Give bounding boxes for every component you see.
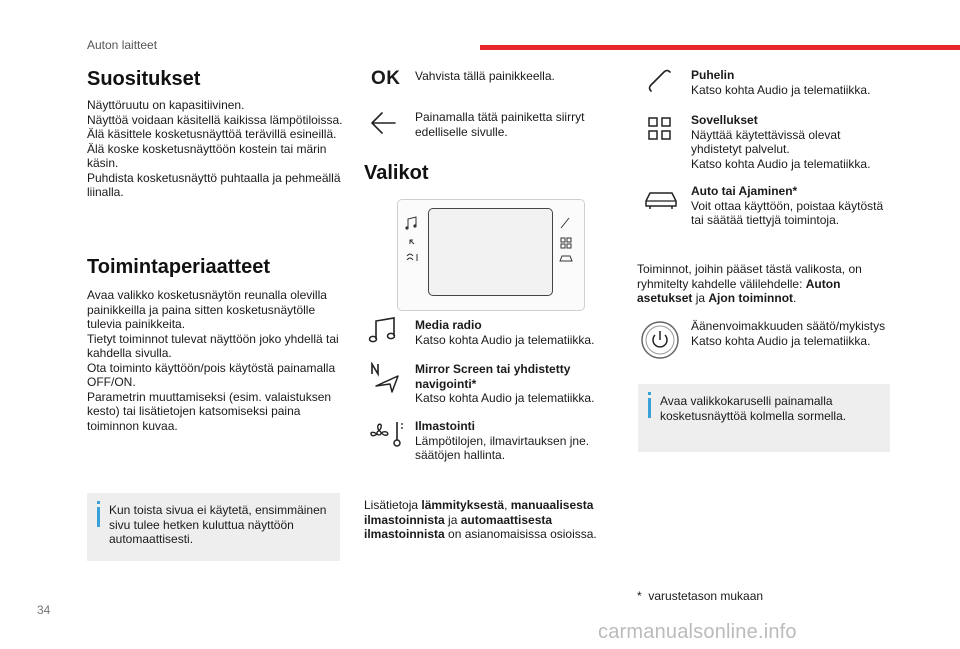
item-title: Mirror Screen tai yhdistetty navigointi* — [415, 362, 571, 391]
more-info-bold-2: manuaalisesta ilmastoinnista — [364, 498, 594, 527]
item-text: Voit ottaa käyttöön, poistaa käytöstä tai säätää tiettyjä toimintoja. — [691, 198, 884, 227]
info-icon — [97, 507, 100, 527]
item-title: Ilmastointi — [415, 419, 476, 433]
more-info-sep: , — [504, 498, 511, 512]
toiminnot-bold-2: Ajon toiminnot — [708, 291, 794, 305]
ok-text: Vahvista tällä painikkeella. — [415, 69, 555, 83]
item-text: Katso kohta Audio ja telematiikka. — [415, 391, 595, 405]
menu-item-sovellukset — [691, 113, 881, 171]
menu-item-ilmastointi — [415, 419, 615, 463]
item-title: Media radio — [415, 318, 482, 332]
suositukset-line: Älä koske kosketusnäyttöön kostein tai märin käsin. — [87, 141, 327, 170]
toimintaperiaatteet-text — [87, 288, 343, 433]
heading-toimintaperiaatteet: Toimintaperiaatteet — [87, 256, 270, 278]
suositukset-line: Näyttöä voidaan käsitellä kaikissa lämpötiloissa. — [87, 112, 343, 127]
menu-item-media-radio — [415, 318, 615, 347]
back-arrow-icon — [367, 110, 399, 136]
navigation-icon — [368, 362, 404, 394]
tip-box — [638, 384, 890, 452]
toiminnot-prefix: Toiminnot, joihin pääset tästä valikosta, on ryhmitelty kahdelle välilehdelle: — [637, 262, 862, 291]
suositukset-text — [87, 98, 345, 200]
header-accent-bar — [480, 45, 960, 50]
footnote-mark: * — [637, 589, 642, 603]
climate-fan-icon — [366, 418, 406, 448]
toiminta-line: Avaa valikko kosketusnäytön reunalla olevilla painikkeilla ja paina sitten kosketusnäytölle tulevia painikkeita. — [87, 288, 327, 331]
menu-item-puhelin — [691, 68, 891, 97]
phone-icon — [646, 68, 674, 96]
item-title: Puhelin — [691, 68, 735, 82]
more-info-sep: ja — [444, 512, 461, 527]
suositukset-line: Puhdista kosketusnäyttö puhtaalla ja pehmeällä liinalla. — [87, 170, 341, 199]
item-text: Lämpötilojen, ilmavirtauksen jne. säätöjen hallinta. — [415, 433, 590, 462]
toiminta-line: Ota toiminto käyttöön/pois käytöstä painamalla OFF/ON. — [87, 360, 336, 389]
ok-icon: OK — [371, 68, 401, 89]
tip-text: Avaa valikkokaruselli painamalla kosketusnäyttöä kolmella sormella. — [660, 394, 847, 423]
more-info-bold-3: automaattisesta ilmastoinnista — [364, 512, 553, 541]
menu-item-mirror-screen — [415, 362, 615, 406]
toiminnot-mid: ja — [692, 291, 709, 305]
toiminta-line: Tietyt toiminnot tulevat näyttöön joko yhdellä tai kahdella sivulla. — [87, 331, 339, 360]
toiminnot-suffix: . — [793, 291, 797, 305]
item-text: Katso kohta Audio ja telematiikka. — [691, 156, 871, 171]
apps-grid-icon — [647, 116, 673, 142]
info-icon — [648, 398, 651, 418]
watermark: carmanualsonline.info — [598, 621, 797, 643]
suositukset-line: Näyttöruutu on kapasitiivinen. — [87, 98, 245, 112]
power-volume-knob-icon — [640, 320, 680, 360]
footnote — [637, 589, 763, 604]
section-title: Auton laitteet — [87, 38, 158, 52]
item-title: Sovellukset — [691, 113, 758, 127]
toiminta-line: Parametrin muuttamiseksi (esim. valaistuksen kesto) tai lisätietojen katsomiseksi paina toiminnon kuvaa. — [87, 389, 332, 433]
page-number: 34 — [37, 603, 51, 617]
tip-text: Kun toista sivua ei käytetä, ensimmäinen sivu tulee hetken kuluttua näyttöön automaattisesti. — [109, 503, 327, 546]
volume-text-2: Katso kohta Audio ja telematiikka. — [691, 334, 871, 348]
car-icon — [643, 188, 679, 212]
more-info-bold-1: lämmityksestä — [421, 498, 505, 512]
menu-item-auto — [691, 184, 891, 228]
footnote-text: varustetason mukaan — [648, 589, 764, 603]
item-text: Katso kohta Audio ja telematiikka. — [415, 332, 595, 347]
item-title: Auto tai Ajaminen* — [691, 184, 798, 198]
item-text: Katso kohta Audio ja telematiikka. — [691, 82, 871, 97]
screen-left-icons — [404, 214, 424, 264]
toiminnot-text — [637, 262, 887, 306]
touchscreen-display — [428, 208, 553, 296]
more-info-suffix: on asianomaisissa osioissa. — [444, 527, 597, 541]
screen-right-icons — [557, 214, 577, 264]
more-info-text — [364, 498, 609, 542]
volume-text: Äänenvoimakkuuden säätö/mykistys — [691, 319, 886, 333]
more-info-prefix: Lisätietoja — [364, 498, 422, 512]
tip-box — [87, 493, 340, 561]
item-text: Näyttää käytettävissä olevat yhdistetyt palvelut. — [691, 127, 841, 156]
heading-valikot: Valikot — [364, 162, 429, 184]
suositukset-line: Älä käsittele kosketusnäyttöä terävillä esineillä. — [87, 127, 337, 141]
back-text: Painamalla tätä painiketta siirryt edelliselle sivulle. — [415, 110, 585, 139]
heading-suositukset: Suositukset — [87, 68, 201, 90]
music-note-icon — [366, 315, 400, 345]
toiminnot-bold-1: Auton asetukset — [637, 276, 841, 305]
